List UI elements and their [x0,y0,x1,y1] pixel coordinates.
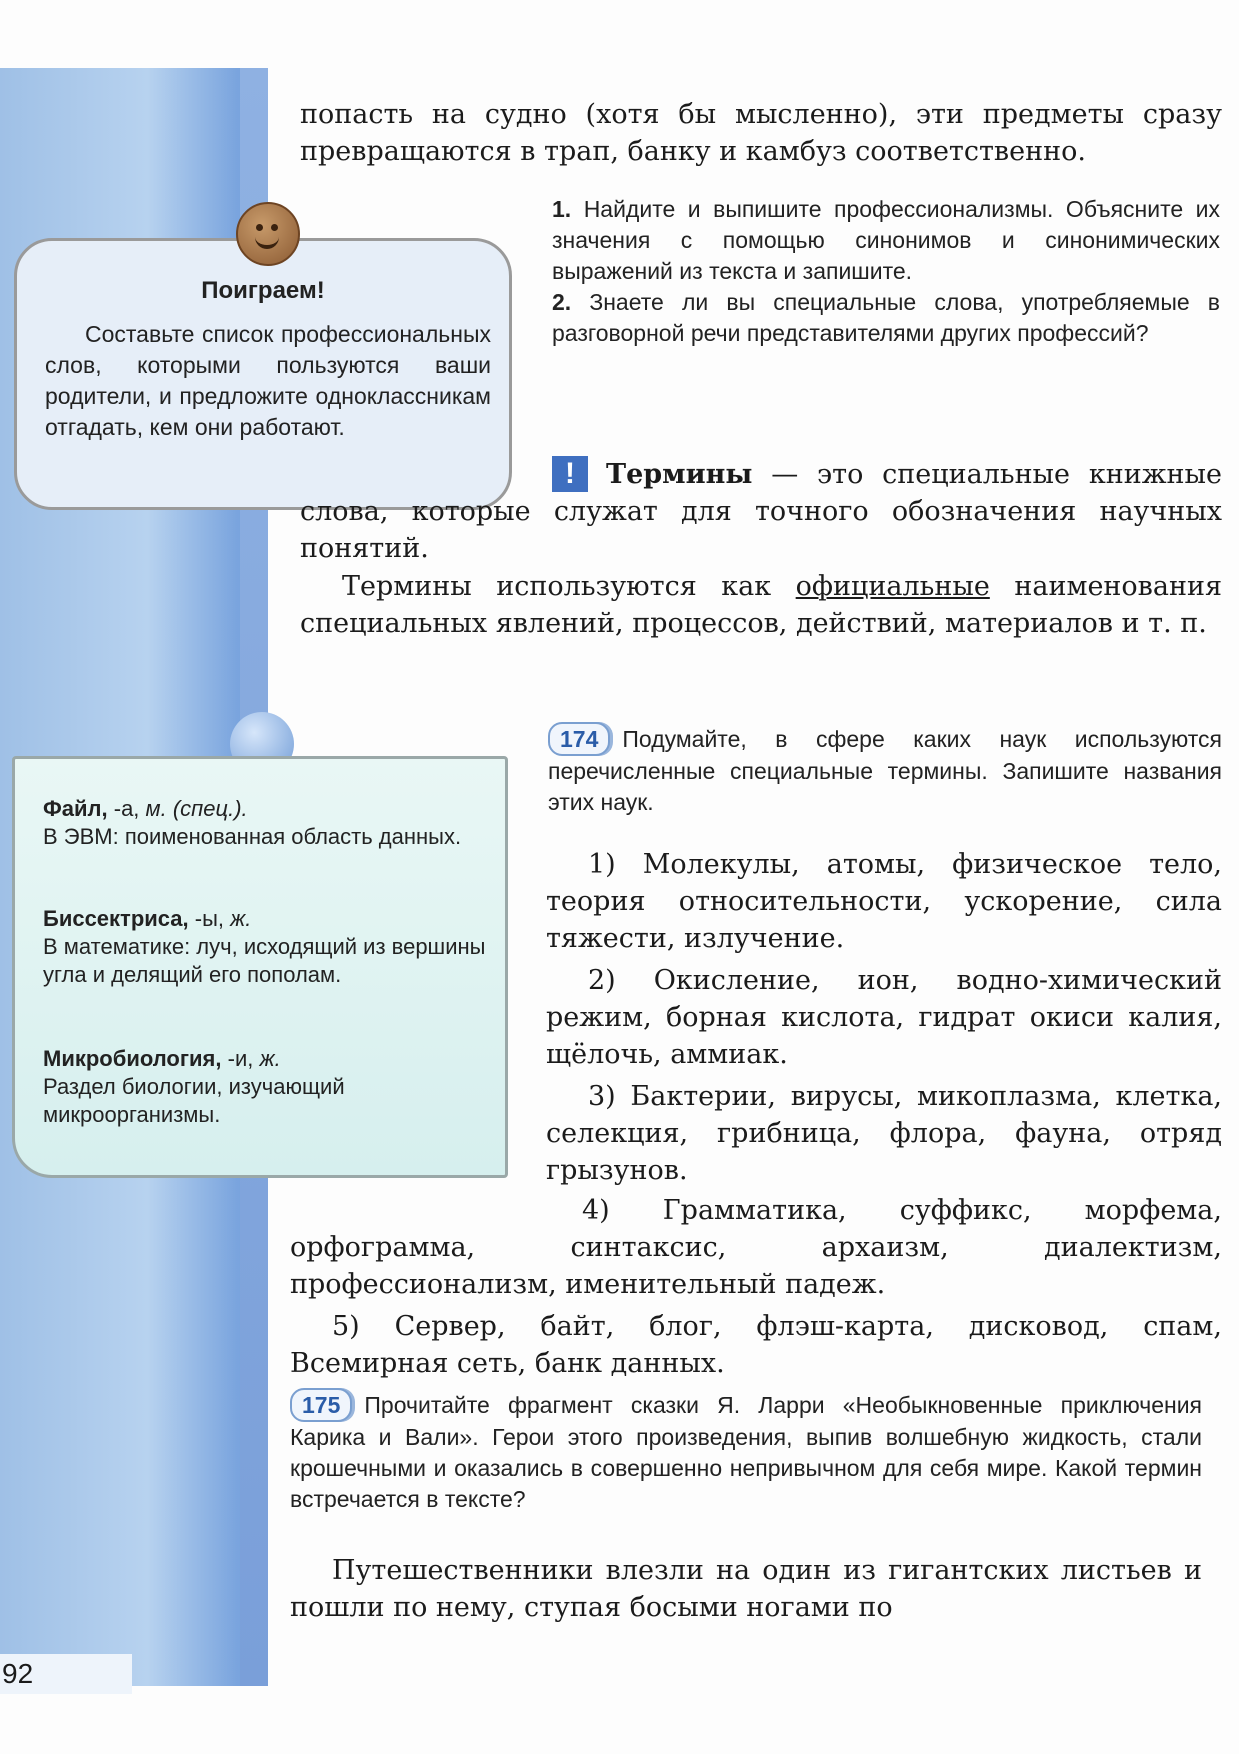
smiley-icon [236,202,300,266]
term-rule [300,456,1222,567]
exercise-174-item-3: 3) Бактерии, вирусы, микоплазма, клетка, селекция, грибница, флора, фауна, отряд грызунов. [546,1081,1222,1186]
exclamation-icon: ! [552,456,588,492]
page-number: 92 [0,1654,132,1694]
exercise-175-excerpt: Путешественники влезли на один из гигантских листьев и пошли по нему, ступая босыми ногами по [290,1555,1202,1623]
terms-paragraph: Термины используются как официальные наименования специальных явлений, процессов, действий, материалов и т. п. [300,571,1222,639]
dictionary-card [12,756,508,1178]
term-definition: — это специальные книжные слова, которые служат для точного обозначения научных понятий. [300,459,1222,564]
dict-entry-file: Файл, -а, м. (спец.). В ЭВМ: поименованная область данных. [43,796,462,849]
task-1: 1. Найдите и выпишите профессионализмы. Объясните их значения с помощью синонимов и синонимических выражений из текста и запишите. [552,196,1221,284]
exercise-174-item-1: 1) Молекулы, атомы, физическое тело, теория относительности, ускорение, сила тяжести, излучение. [546,849,1222,954]
task-2: 2. Знаете ли вы специальные слова, употребляемые в разговорной речи представителями других профессий? [552,289,1220,346]
exercise-175-badge: 175 [290,1388,352,1422]
top-paragraph: попасть на судно (хотя бы мысленно), эти предметы сразу превращаются в трап, банку и камбуз соответственно. [300,99,1222,167]
dict-entry-microbiology: Микробиология, -и, ж. Раздел биологии, изучающий микроорганизмы. [43,1046,345,1127]
exercise-174-instruction: 174 Подумайте, в сфере каких наук используются перечисленные специальные термины. Запишите названия этих наук. [548,722,1222,818]
exercise-174-item-5: 5) Сервер, байт, блог, флэш-карта, дисковод, спам, Всемирная сеть, банк данных. [290,1311,1222,1379]
dict-entry-bisector: Биссектриса, -ы, ж. В математике: луч, исходящий из вершины угла и делящий его пополам. [43,906,486,987]
exercise-174-item-4: 4) Грамматика, суффикс, морфема, орфограмма, синтаксис, архаизм, диалектизм, профессионализм, именительный падеж. [290,1195,1222,1300]
exercise-175-instruction: 175 Прочитайте фрагмент сказки Я. Ларри «Необыкновенные приключения Карика и Вали». Герои этого произведения, выпив волшебную жидкость, стали крошечными и оказались в совершенно непривычном для себя мире. Какой термин встречается в тексте? [290,1388,1202,1515]
underlined-word: официальные [795,571,990,602]
term-word: Термины [606,459,753,490]
exercise-174-item-2: 2) Окисление, ион, водно-химический режим, борная кислота, гидрат окиси калия, щёлочь, аммиак. [546,965,1222,1070]
tasks-block [552,194,1220,349]
game-card-text: Составьте список профессиональных слов, которыми пользуются ваши родители, и предложите одноклассникам отгадать, кем они работают. [45,321,491,440]
exercise-174-badge: 174 [548,722,610,756]
game-card-title: Поиграем! [201,277,325,304]
